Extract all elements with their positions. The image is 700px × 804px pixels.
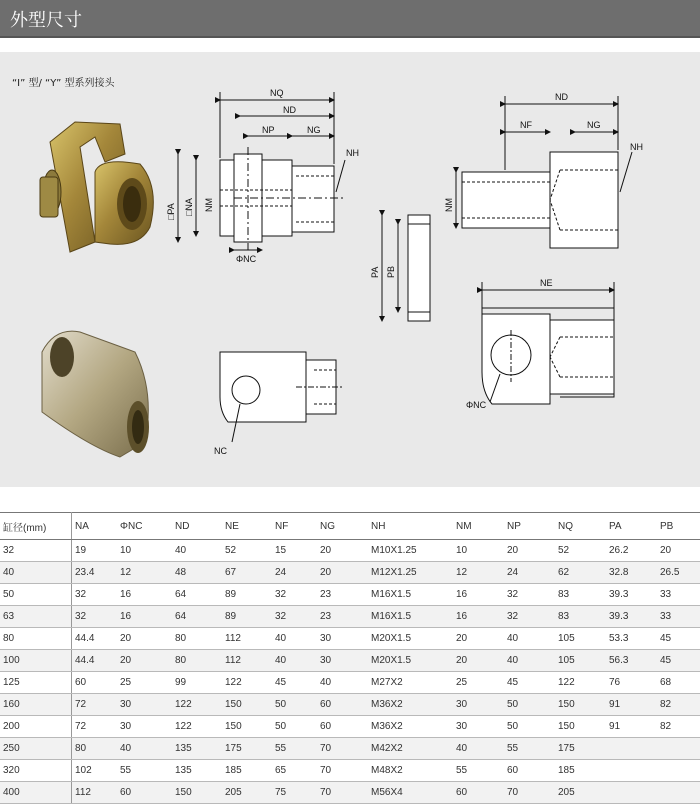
table-cell: 50	[0, 584, 72, 606]
table-cell: M27X2	[368, 672, 453, 694]
table-row	[0, 562, 700, 584]
table-cell: 91	[606, 716, 657, 738]
table-cell: 40	[0, 562, 72, 584]
table-cell: 60	[117, 782, 172, 804]
table-cell: 105	[555, 628, 606, 650]
table-cell: 20	[317, 562, 368, 584]
table-cell: 112	[222, 650, 272, 672]
dim-nc: ΦNC	[236, 254, 257, 264]
table-cell: 20	[453, 628, 504, 650]
table-cell: 250	[0, 738, 72, 760]
table-cell: M42X2	[368, 738, 453, 760]
table-cell: 150	[172, 782, 222, 804]
table-cell: 24	[504, 562, 555, 584]
table-cell: 32.8	[606, 562, 657, 584]
table-cell: 65	[272, 760, 317, 782]
table-cell: M56X4	[368, 782, 453, 804]
table-cell: 70	[317, 782, 368, 804]
dim-pb: PB	[386, 265, 396, 278]
col-nq: NQ	[555, 513, 606, 540]
table-cell: 70	[504, 782, 555, 804]
rod-end-drawing	[456, 96, 632, 248]
table-cell: 105	[555, 650, 606, 672]
table-cell: 102	[72, 760, 118, 782]
table-cell: 112	[222, 628, 272, 650]
table-cell: M20X1.5	[368, 628, 453, 650]
table-cell	[606, 738, 657, 760]
table-cell: 64	[172, 606, 222, 628]
table-cell: 185	[555, 760, 606, 782]
table-cell: 125	[0, 672, 72, 694]
dim-nq: NQ	[270, 88, 284, 98]
dim-ng-2: NG	[587, 120, 601, 130]
table-cell: 40	[272, 650, 317, 672]
table-cell: 175	[555, 738, 606, 760]
table-cell: M10X1.25	[368, 540, 453, 562]
table-cell: 45	[657, 650, 700, 672]
table-cell: 50	[272, 716, 317, 738]
table-cell: 52	[555, 540, 606, 562]
table-row	[0, 760, 700, 782]
table-cell: 55	[504, 738, 555, 760]
table-cell: 91	[606, 694, 657, 716]
table-cell: 16	[117, 606, 172, 628]
table-cell: 56.3	[606, 650, 657, 672]
table-cell: 205	[555, 782, 606, 804]
dim-pa-2: PA	[370, 266, 380, 278]
table-cell: 67	[222, 562, 272, 584]
table-cell: 32	[504, 584, 555, 606]
table-cell: 23	[317, 606, 368, 628]
dim-pa: □PA	[166, 203, 176, 220]
table-cell: 122	[172, 694, 222, 716]
table-cell: 53.3	[606, 628, 657, 650]
col-pa: PA	[606, 513, 657, 540]
dim-nd: ND	[283, 105, 296, 115]
table-cell: 135	[172, 760, 222, 782]
table-cell: 20	[117, 628, 172, 650]
table-row	[0, 540, 700, 562]
table-cell: 82	[657, 694, 700, 716]
table-cell: M20X1.5	[368, 650, 453, 672]
table-cell: 30	[317, 650, 368, 672]
table-cell: 185	[222, 760, 272, 782]
table-cell: 44.4	[72, 628, 118, 650]
table-cell: 40	[504, 628, 555, 650]
dim-ng: NG	[307, 125, 321, 135]
table-cell: 12	[453, 562, 504, 584]
table-body	[0, 540, 700, 804]
table-cell: 16	[453, 606, 504, 628]
table-cell: 112	[72, 782, 118, 804]
table-cell: 55	[272, 738, 317, 760]
table-cell: 30	[317, 628, 368, 650]
table-row	[0, 628, 700, 650]
table-cell: 70	[317, 760, 368, 782]
table-cell: 62	[555, 562, 606, 584]
table-cell: 72	[72, 694, 118, 716]
drawing-svg	[0, 52, 700, 487]
table-row	[0, 694, 700, 716]
table-cell: 135	[172, 738, 222, 760]
section-title: 外型尺寸	[10, 10, 82, 31]
table-row	[0, 782, 700, 804]
table-cell: 83	[555, 584, 606, 606]
table-cell: 40	[317, 672, 368, 694]
i-joint-photo	[42, 331, 149, 457]
table-cell: 32	[0, 540, 72, 562]
table-cell: 320	[0, 760, 72, 782]
y-clevis-photo	[40, 122, 153, 252]
table-cell: 175	[222, 738, 272, 760]
table-cell: 60	[317, 694, 368, 716]
col-nf: NF	[272, 513, 317, 540]
table-cell: 20	[504, 540, 555, 562]
table-cell: 40	[172, 540, 222, 562]
dim-nd-2: ND	[555, 92, 568, 102]
table-cell: 89	[222, 606, 272, 628]
dim-nh: NH	[346, 148, 359, 158]
table-cell: 70	[317, 738, 368, 760]
table-cell: 32	[504, 606, 555, 628]
col-np: NP	[504, 513, 555, 540]
drawing-caption: “I” 型/ “Y” 型系列接头	[12, 78, 115, 89]
table-cell: 32	[72, 606, 118, 628]
table-cell: 50	[504, 716, 555, 738]
dim-nm-2: NM	[444, 198, 454, 212]
table-cell: 30	[453, 694, 504, 716]
table-cell: 16	[453, 584, 504, 606]
table-cell: 60	[317, 716, 368, 738]
table-cell: 80	[172, 628, 222, 650]
table-row	[0, 672, 700, 694]
table-cell: 60	[72, 672, 118, 694]
table-row	[0, 606, 700, 628]
table-cell: 23.4	[72, 562, 118, 584]
table-cell: 150	[222, 716, 272, 738]
table-cell: 60	[504, 760, 555, 782]
table-row	[0, 716, 700, 738]
table-cell	[657, 738, 700, 760]
col-ng: NG	[317, 513, 368, 540]
table-cell: 80	[172, 650, 222, 672]
table-cell: 30	[117, 694, 172, 716]
table-cell: 40	[504, 650, 555, 672]
table-cell: 68	[657, 672, 700, 694]
table-cell: 25	[117, 672, 172, 694]
table-cell: M36X2	[368, 716, 453, 738]
table-cell: 80	[0, 628, 72, 650]
table-header-row	[0, 513, 700, 540]
table-cell: 12	[117, 562, 172, 584]
table-cell: 50	[272, 694, 317, 716]
table-cell: 160	[0, 694, 72, 716]
table-cell: 32	[272, 584, 317, 606]
table-cell: 24	[272, 562, 317, 584]
table-cell	[657, 760, 700, 782]
table-cell: 40	[272, 628, 317, 650]
table-cell: 20	[657, 540, 700, 562]
table-cell: 20	[117, 650, 172, 672]
table-cell: 80	[72, 738, 118, 760]
table-cell: 30	[453, 716, 504, 738]
dim-nm: NM	[204, 198, 214, 212]
table-cell: 25	[453, 672, 504, 694]
col-ne: NE	[222, 513, 272, 540]
table-cell: 30	[117, 716, 172, 738]
table-cell: 45	[272, 672, 317, 694]
table-cell: 32	[272, 606, 317, 628]
i-joint-drawing	[482, 282, 614, 404]
table-cell: 60	[453, 782, 504, 804]
table-cell: 122	[222, 672, 272, 694]
table-cell: 50	[504, 694, 555, 716]
table-cell	[606, 782, 657, 804]
table-cell: 16	[117, 584, 172, 606]
table-cell: 32	[72, 584, 118, 606]
dimension-table	[0, 512, 700, 804]
table-cell: 19	[72, 540, 118, 562]
y-clevis-drawing	[178, 92, 345, 250]
table-cell: 150	[222, 694, 272, 716]
table-cell: 122	[172, 716, 222, 738]
table-cell: 20	[453, 650, 504, 672]
table-cell: 26.2	[606, 540, 657, 562]
table-cell: 15	[272, 540, 317, 562]
table-cell: 200	[0, 716, 72, 738]
table-cell: 82	[657, 716, 700, 738]
table-cell: 55	[117, 760, 172, 782]
table-cell: 89	[222, 584, 272, 606]
table-cell: 10	[117, 540, 172, 562]
table-cell: 33	[657, 584, 700, 606]
col-na: NA	[72, 513, 118, 540]
table-cell: 23	[317, 584, 368, 606]
table-cell: 150	[555, 716, 606, 738]
col-nc: ΦNC	[117, 513, 172, 540]
table-cell: 150	[555, 694, 606, 716]
table-cell: 122	[555, 672, 606, 694]
table-cell: 75	[272, 782, 317, 804]
table-cell: 400	[0, 782, 72, 804]
col-nh: NH	[368, 513, 453, 540]
table-cell: 99	[172, 672, 222, 694]
table-cell: 40	[453, 738, 504, 760]
i-joint-side-drawing	[220, 352, 342, 442]
section-header	[0, 0, 700, 38]
table-row	[0, 650, 700, 672]
table-cell	[606, 760, 657, 782]
col-nm: NM	[453, 513, 504, 540]
table-cell: 100	[0, 650, 72, 672]
table-cell: 40	[117, 738, 172, 760]
table-cell: M48X2	[368, 760, 453, 782]
col-pb: PB	[657, 513, 700, 540]
table-cell: 10	[453, 540, 504, 562]
table-cell: 48	[172, 562, 222, 584]
table-cell: 20	[317, 540, 368, 562]
dim-ne: NE	[540, 278, 553, 288]
table-cell	[657, 782, 700, 804]
table-cell: 45	[504, 672, 555, 694]
table-cell: 44.4	[72, 650, 118, 672]
dim-na: □NA	[184, 198, 194, 216]
table-cell: 64	[172, 584, 222, 606]
dim-nc-2: ΦNC	[466, 400, 487, 410]
table-cell: 83	[555, 606, 606, 628]
table-cell: 205	[222, 782, 272, 804]
table-cell: 39.3	[606, 584, 657, 606]
table-cell: 52	[222, 540, 272, 562]
table-cell: M16X1.5	[368, 584, 453, 606]
col-nd: ND	[172, 513, 222, 540]
table-cell: M36X2	[368, 694, 453, 716]
dim-np: NP	[262, 125, 275, 135]
table-cell: 76	[606, 672, 657, 694]
table-row	[0, 584, 700, 606]
dim-nc-3: NC	[214, 446, 227, 456]
technical-drawing-panel	[0, 52, 700, 487]
dim-nh-2: NH	[630, 142, 643, 152]
dim-nf: NF	[520, 120, 532, 130]
table-row	[0, 738, 700, 760]
table-cell: 26.5	[657, 562, 700, 584]
table-cell: 63	[0, 606, 72, 628]
col-bore: 缸径(mm)	[0, 513, 72, 540]
table-cell: 45	[657, 628, 700, 650]
table-cell: M16X1.5	[368, 606, 453, 628]
table-cell: 55	[453, 760, 504, 782]
table-cell: M12X1.25	[368, 562, 453, 584]
table-cell: 72	[72, 716, 118, 738]
table-cell: 39.3	[606, 606, 657, 628]
table-cell: 33	[657, 606, 700, 628]
